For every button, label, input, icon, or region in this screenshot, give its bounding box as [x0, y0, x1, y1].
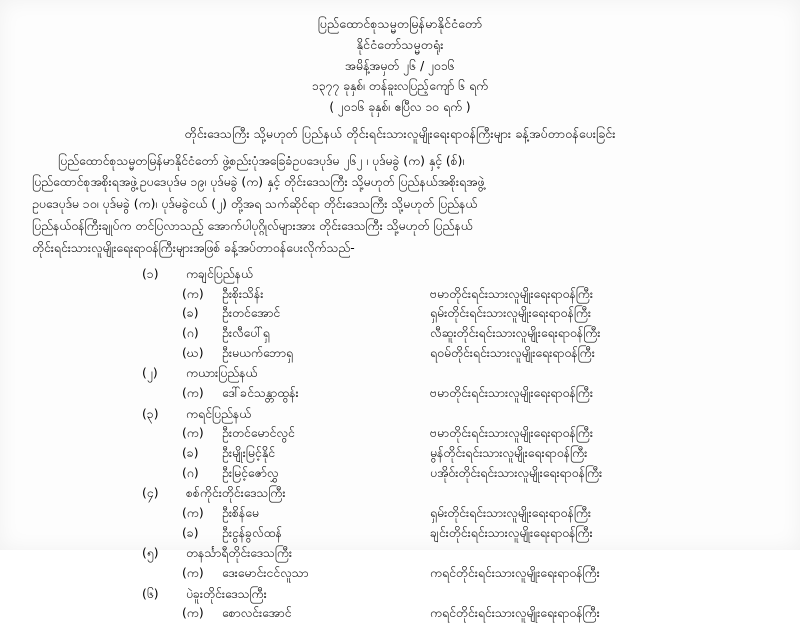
- item-person-name: စောလင်းအောင်: [222, 606, 292, 621]
- list-item: [30, 344, 770, 364]
- item-marker: (ဃ): [182, 345, 204, 360]
- group-heading: [30, 364, 770, 384]
- item-person-name: ဦးမြင့်ဇော်လွှ: [222, 465, 279, 480]
- header-line-country: ပြည်ထောင်စုသမ္မတမြန်မာနိုင်ငံတော်: [317, 16, 483, 31]
- group-name: တနင်္သာရီတိုင်းဒေသကြီး: [186, 546, 292, 561]
- item-marker: (က): [182, 286, 204, 301]
- item-position: ရဝမ်တိုင်းရင်းသားလူမျိုးရေးရာဝန်ကြီး: [430, 345, 595, 360]
- paragraph-3: ဥပဒေပုဒ်မ ၁၀၊ ပုဒ်မခွဲ (က)၊ ပုဒ်မခွဲငယ် (၂) တို့အရ သက်ဆိုင်ရာ တိုင်းဒေသကြီး သို့မဟုတ် ပြည်နယ်: [32, 197, 478, 212]
- group-number: (၆): [142, 586, 159, 601]
- item-position: ကရင်တိုင်းရင်းသားလူမျိုးရေးရာဝန်ကြီး: [430, 606, 600, 621]
- item-marker: (ခ): [182, 525, 199, 540]
- group-number: (၃): [142, 406, 159, 421]
- item-marker: (ခ): [182, 446, 199, 461]
- item-marker: (က): [182, 606, 204, 621]
- item-marker: (က): [182, 566, 204, 581]
- item-person-name: ဦးမျိုးမြင့်နိုင်: [222, 446, 275, 461]
- item-position: ရှမ်းတိုင်းရင်းသားလူမျိုးရေးရာဝန်ကြီး: [430, 506, 592, 521]
- group-name: ကချင်ပြည်နယ်: [186, 267, 253, 282]
- group-name: ကရင်ပြည်နယ်: [186, 406, 252, 421]
- appointment-list: [30, 265, 770, 624]
- group-number: (၅): [142, 546, 159, 561]
- item-person-name: ဦးစိုးသိန်း: [222, 286, 264, 301]
- list-item: [30, 324, 770, 344]
- item-person-name: ဒေးမောင်းငင်လူသာ: [222, 566, 309, 581]
- item-marker: (က): [182, 426, 204, 441]
- item-person-name: ဦးငွန်ခွလ်ထန်: [222, 525, 282, 540]
- item-position: မွန်တိုင်းရင်းသားလူမျိုးရေးရာဝန်ကြီး: [430, 446, 588, 461]
- item-position: ပအိုဝ်းတိုင်းရင်းသားလူမျိုးရေးရာဝန်ကြီး: [430, 465, 603, 480]
- list-item: [30, 444, 770, 464]
- item-position: ဗမာတိုင်းရင်းသားလူမျိုးရေးရာဝန်ကြီး: [430, 426, 593, 441]
- list-item: [30, 384, 770, 404]
- paragraph-5: တိုင်းရင်းသားလူမျိုးရေးရာဝန်ကြီးများအဖြစ် ခန့်အပ်တာဝန်ပေးလိုက်သည်-: [32, 241, 355, 256]
- document-body: [30, 152, 770, 260]
- paragraph-1-text: ပြည်ထောင်စုသမ္မတမြန်မာနိုင်ငံတော် ဖွဲ့စည်းပုံအခြေခံဥပဒေပုဒ်မ ၂၆၂ ၊ ပုဒ်မခွဲ (က) နှင့် (စ်)၊: [58, 153, 465, 168]
- page-title: တိုင်းဒေသကြီး သို့မဟုတ် ပြည်နယ် တိုင်းရင်းသားလူမျိုးရေးရာဝန်ကြီးများ ခန့်အပ်တာဝန်ပေးခြင်း: [184, 125, 616, 141]
- list-item: [30, 524, 770, 544]
- header-line-gregorian-date: ( ၂၀၁၆ ခုနှစ်၊ ဧပြီလ ၁၀ ရက် ): [329, 99, 471, 114]
- group-heading: [30, 405, 770, 425]
- header-line-order-number: အမိန့်အမှတ် ၂၆ / ၂၀၁၆: [345, 58, 455, 73]
- header-line-office: နိုင်ငံတော်သမ္မတရုံး: [356, 37, 444, 53]
- item-position: ရှမ်းတိုင်းရင်းသားလူမျိုးရေးရာဝန်ကြီး: [430, 306, 592, 321]
- group-number: (၁): [142, 267, 159, 282]
- header-line-myanmar-date: ၁၃၇၇ ခုနှစ်၊ တန်ခူးလပြည့်ကျော် ၆ ရက်: [312, 79, 488, 94]
- group-name: စစ်ကိုင်းတိုင်းဒေသကြီး: [186, 486, 286, 501]
- list-item: [30, 424, 770, 444]
- group-name: ပဲခူးတိုင်းဒေသကြီး: [186, 586, 267, 601]
- item-person-name: ဦးတင်မောင်လွင်: [222, 426, 295, 441]
- item-position: ဗမာတိုင်းရင်းသားလူမျိုးရေးရာဝန်ကြီး: [430, 286, 593, 301]
- document-header: [30, 14, 770, 117]
- item-position: ကရင်တိုင်းရင်းသားလူမျိုးရေးရာဝန်ကြီး: [430, 566, 600, 581]
- list-item: [30, 604, 770, 624]
- group-heading: [30, 484, 770, 504]
- item-marker: (က): [182, 386, 204, 401]
- item-marker: (က): [182, 506, 204, 521]
- group-heading: [30, 265, 770, 285]
- item-person-name: ဦးတင်အောင်: [222, 306, 281, 321]
- paragraph-1: [30, 152, 770, 172]
- paragraph-4: ပြည်နယ်ဝန်ကြီးချုပ်က တင်ပြလာသည့် အောက်ပါပုဂ္ဂိုလ်များအား တိုင်းဒေသကြီး သို့မဟုတ် ပြည်နယ်: [32, 219, 473, 234]
- item-position: လီဆူးတိုင်းရင်းသားလူမျိုးရေးရာဝန်ကြီး: [430, 326, 601, 341]
- item-marker: (ခ): [182, 306, 199, 321]
- list-item: [30, 285, 770, 305]
- group-number: (၄): [142, 486, 159, 501]
- item-marker: (ဂ): [182, 326, 199, 341]
- item-person-name: ဦးစိန်မေ: [222, 506, 259, 521]
- item-position: ဗမာတိုင်းရင်းသားလူမျိုးရေးရာဝန်ကြီး: [430, 386, 593, 401]
- group-heading: [30, 585, 770, 605]
- list-item: [30, 564, 770, 584]
- group-number: (၂): [142, 366, 158, 381]
- group-heading: [30, 544, 770, 564]
- list-item: [30, 304, 770, 324]
- item-person-name: ဒေါ်ခင်သန္တာထွန်း: [222, 386, 299, 401]
- item-person-name: ဦးလီပေါ်ရှ: [222, 326, 270, 341]
- item-position: ချင်းတိုင်းရင်းသားလူမျိုးရေးရာဝန်ကြီး: [430, 525, 593, 540]
- item-marker: (ဂ): [182, 465, 199, 480]
- paragraph-2: ပြည်ထောင်စုအစိုးရအဖွဲ့ဥပဒေပုဒ်မ ၁၉၊ ပုဒ်မခွဲ (က) နှင့် တိုင်းဒေသကြီး သို့မဟုတ် ပြည်နယ်အစိုးရအဖွဲ့: [32, 175, 485, 190]
- list-item: [30, 464, 770, 484]
- item-person-name: ဦးမယက်ဘောရှ: [222, 345, 294, 360]
- list-item: [30, 504, 770, 524]
- group-name: ကယားပြည်နယ်: [186, 366, 258, 381]
